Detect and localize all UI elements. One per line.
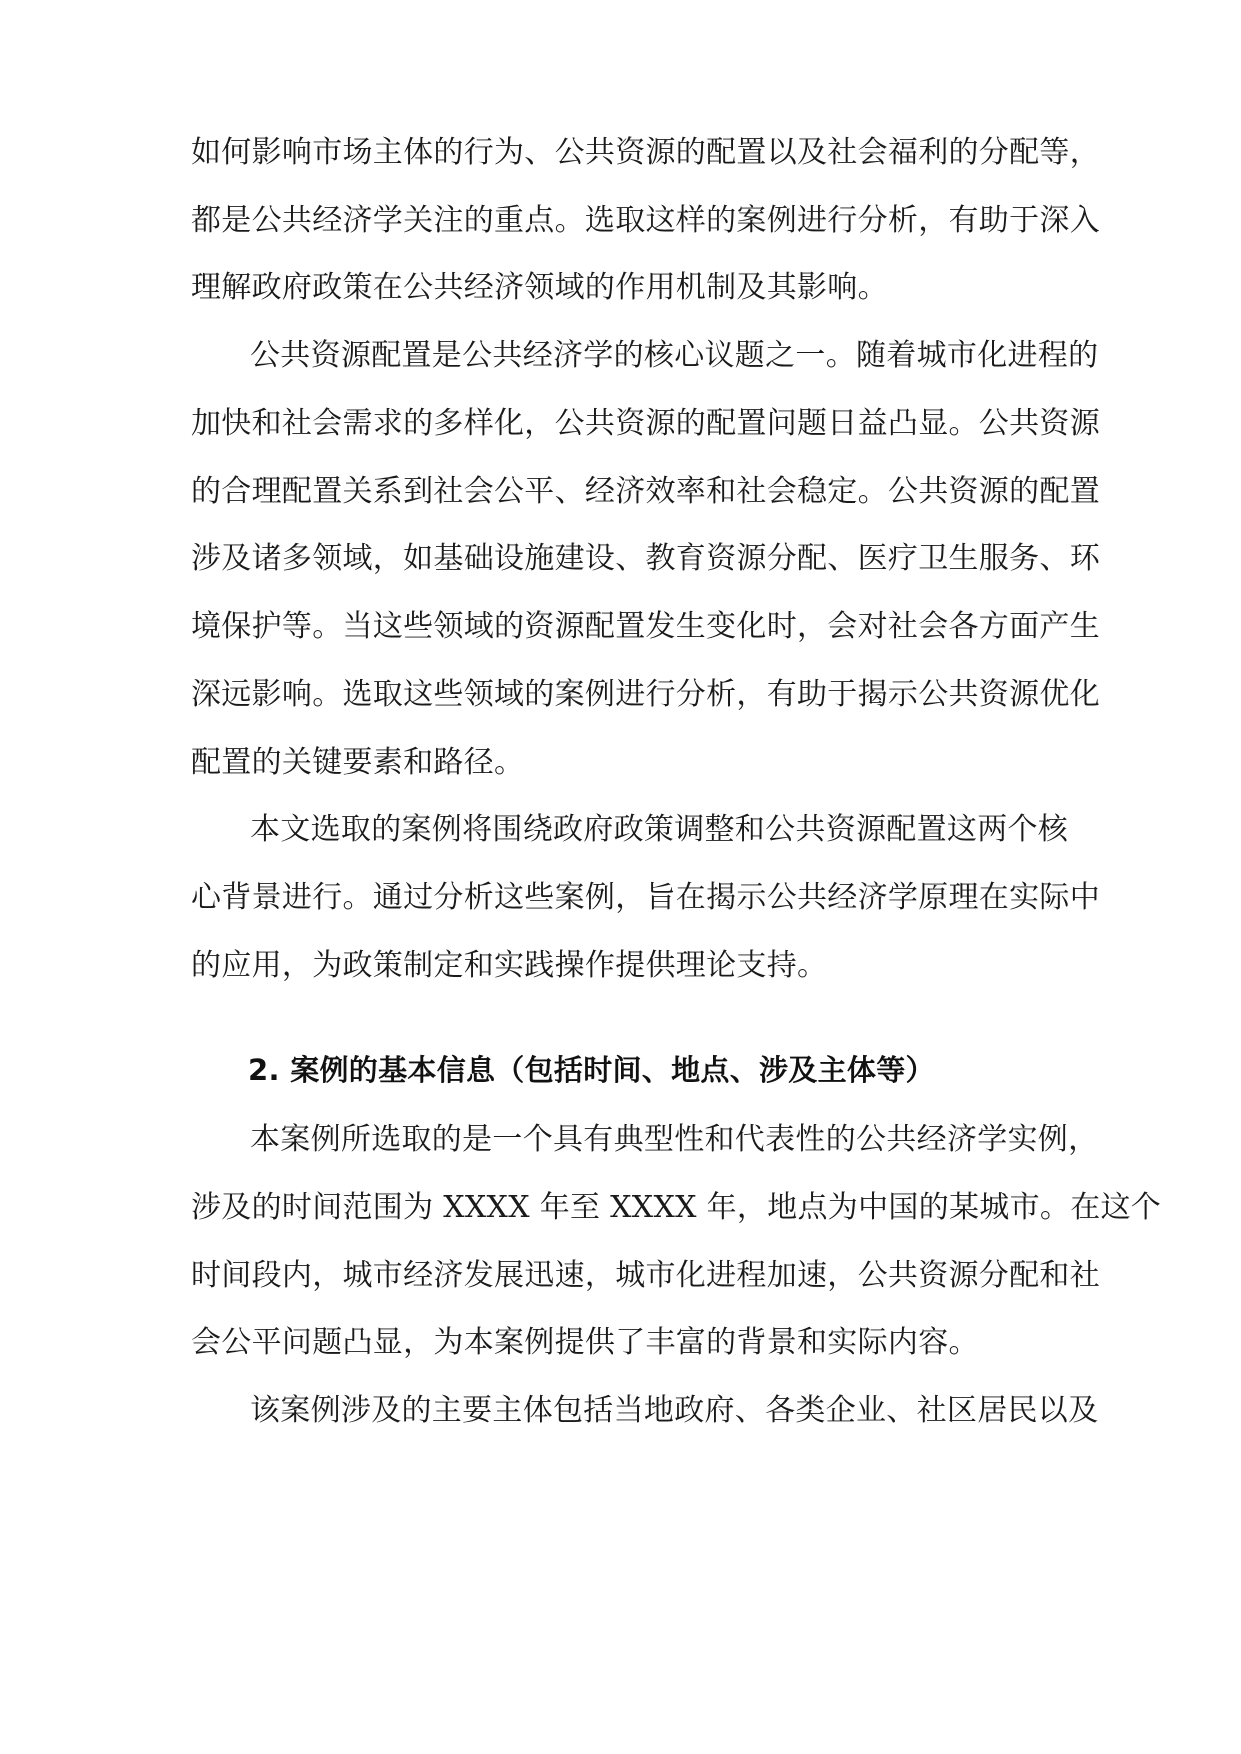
paragraph-1-line-2: 都是公共经济学关注的重点。选取这样的案例进行分析，有助于深入	[191, 203, 1100, 238]
paragraph-2-line-3: 的合理配置关系到社会公平、经济效率和社会稳定。公共资源的配置	[191, 474, 1100, 509]
paragraph-1-line-3: 理解政府政策在公共经济领域的作用机制及其影响。	[191, 270, 888, 305]
paragraph-2-line-6: 深远影响。选取这些领域的案例进行分析，有助于揭示公共资源优化	[191, 677, 1100, 712]
paragraph-2-line-7: 配置的关键要素和路径。	[191, 745, 525, 780]
paragraph-3-line-1: 本文选取的案例将围绕政府政策调整和公共资源配置这两个核	[250, 812, 1069, 847]
section-paragraph-1-line-4: 会公平问题凸显，为本案例提供了丰富的背景和实际内容。	[191, 1325, 979, 1360]
section-paragraph-1-line-2: 涉及的时间范围为 XXXX 年至 XXXX 年，地点为中国的某城市。在这个	[191, 1190, 1162, 1225]
paragraph-3-line-3: 的应用，为政策制定和实践操作提供理论支持。	[191, 948, 828, 983]
section-paragraph-2-line-1: 该案例涉及的主要主体包括当地政府、各类企业、社区居民以及	[250, 1393, 1099, 1428]
section-paragraph-1-line-1: 本案例所选取的是一个具有典型性和代表性的公共经济学实例，	[250, 1122, 1099, 1157]
paragraph-2-line-4: 涉及诸多领域，如基础设施建设、教育资源分配、医疗卫生服务、环	[191, 541, 1100, 576]
paragraph-2-line-5: 境保护等。当这些领域的资源配置发生变化时，会对社会各方面产生	[191, 609, 1100, 644]
section-heading: 2. 案例的基本信息（包括时间、地点、涉及主体等）	[248, 1053, 935, 1087]
section-paragraph-1-line-3: 时间段内，城市经济发展迅速，城市化进程加速，公共资源分配和社	[191, 1258, 1100, 1293]
paragraph-2-line-1: 公共资源配置是公共经济学的核心议题之一。随着城市化进程的	[250, 338, 1099, 373]
paragraph-2-line-2: 加快和社会需求的多样化，公共资源的配置问题日益凸显。公共资源	[191, 406, 1100, 441]
paragraph-1-line-1: 如何影响市场主体的行为、公共资源的配置以及社会福利的分配等，	[191, 135, 1100, 170]
paragraph-3-line-2: 心背景进行。通过分析这些案例，旨在揭示公共经济学原理在实际中	[191, 880, 1100, 915]
